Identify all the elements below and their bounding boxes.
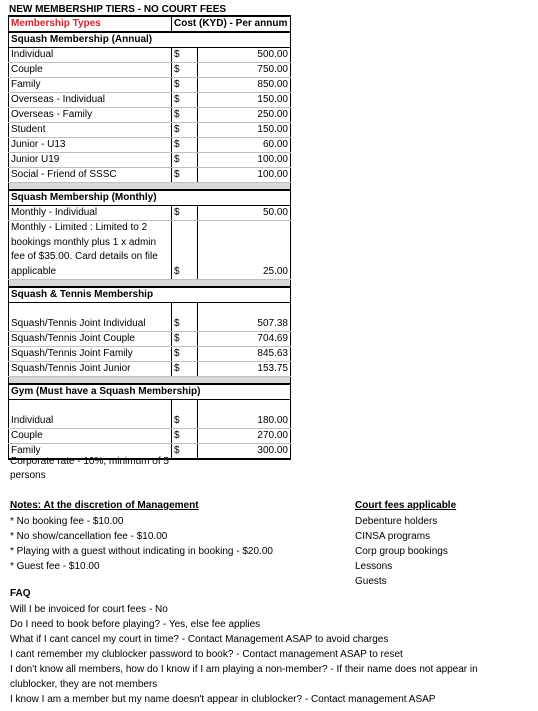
- blank-row: [9, 303, 291, 318]
- list-item: Will I be invoiced for court fees - No: [10, 604, 168, 615]
- table-row: Family $ 850.00: [9, 78, 291, 93]
- table-row: Squash/Tennis Joint Junior $ 153.75: [9, 362, 291, 377]
- list-item: What if I cant cancel my court in time? - Contact Management ASAP to avoid charges: [10, 634, 389, 645]
- list-item: * Playing with a guest without indicating in booking - $20.00: [10, 546, 273, 557]
- section-divider: [9, 280, 291, 288]
- table-row: Couple $ 270.00: [9, 429, 291, 444]
- header-membership-types: Membership Types: [9, 16, 172, 32]
- table-row: Squash/Tennis Joint Individual $ 507.38: [9, 317, 291, 332]
- table-row: Monthly - Limited : Limited to 2 bookings monthly plus 1 x admin fee of $35.00. Card details on file applicable $ 25.00: [9, 221, 291, 280]
- blank-row: [9, 400, 291, 415]
- corporate-rate-text: Corporate rate - 10%, minimum of 5 persons: [10, 456, 169, 481]
- list-item: * No booking fee - $10.00: [10, 516, 124, 527]
- table-row: Social - Friend of SSSC $ 100.00: [9, 168, 291, 183]
- header-cost: Cost (KYD) - Per annum: [172, 16, 291, 32]
- faq-list: [10, 602, 525, 707]
- table-row: Squash/Tennis Joint Couple $ 704.69: [9, 332, 291, 347]
- section-divider: [9, 377, 291, 385]
- list-item: I cant remember my clublocker password to book? - Contact management ASAP to reset: [10, 649, 403, 660]
- membership-table: [8, 15, 291, 460]
- list-item: CINSA programs: [355, 531, 431, 542]
- table-row: Monthly - Individual $ 50.00: [9, 206, 291, 221]
- list-item: Corp group bookings: [355, 546, 448, 557]
- table-header: [9, 16, 291, 32]
- section-divider: [9, 183, 291, 191]
- list-item: * Guest fee - $10.00: [10, 561, 100, 572]
- table-row: Couple $ 750.00: [9, 63, 291, 78]
- table-row: Junior U19 $ 100.00: [9, 153, 291, 168]
- court-fees-title: Court fees applicable: [355, 500, 457, 511]
- table-row: Individual $ 180.00: [9, 414, 291, 429]
- faq-title: FAQ: [10, 588, 31, 599]
- list-item: Lessons: [355, 561, 393, 572]
- section-header: Gym (Must have a Squash Membership): [9, 384, 291, 400]
- table-row: Squash/Tennis Joint Family $ 845.63: [9, 347, 291, 362]
- table-row: Overseas - Family $ 250.00: [9, 108, 291, 123]
- court-fees-list: [355, 514, 448, 589]
- section-header: Squash & Tennis Membership: [9, 287, 291, 303]
- list-item: I know I am a member but my name doesn't appear in clublocker? - Contact management ASAP: [10, 694, 436, 705]
- list-item: Debenture holders: [355, 516, 438, 527]
- notes-list: [10, 514, 273, 574]
- notes-title: Notes: At the discretion of Management: [10, 500, 199, 511]
- list-item: * No show/cancellation fee - $10.00: [10, 531, 168, 542]
- table-row: Individual $ 500.00: [9, 48, 291, 63]
- section-header: Squash Membership (Monthly): [9, 190, 291, 206]
- section-header: Squash Membership (Annual): [9, 32, 291, 48]
- table-row: Family $ 300.00: [9, 444, 291, 460]
- page-title: NEW MEMBERSHIP TIERS - NO COURT FEES: [9, 4, 227, 15]
- table-row: Student $ 150.00: [9, 123, 291, 138]
- table-row: Overseas - Individual $ 150.00: [9, 93, 291, 108]
- list-item: Do I need to book before playing? - Yes, else fee applies: [10, 619, 261, 630]
- list-item: Guests: [355, 576, 387, 587]
- table-row: Junior - U13 $ 60.00: [9, 138, 291, 153]
- list-item: I don't know all members, how do I know if I am playing a non-member? - If their name does not appear in clublocker, they are not members: [10, 664, 478, 690]
